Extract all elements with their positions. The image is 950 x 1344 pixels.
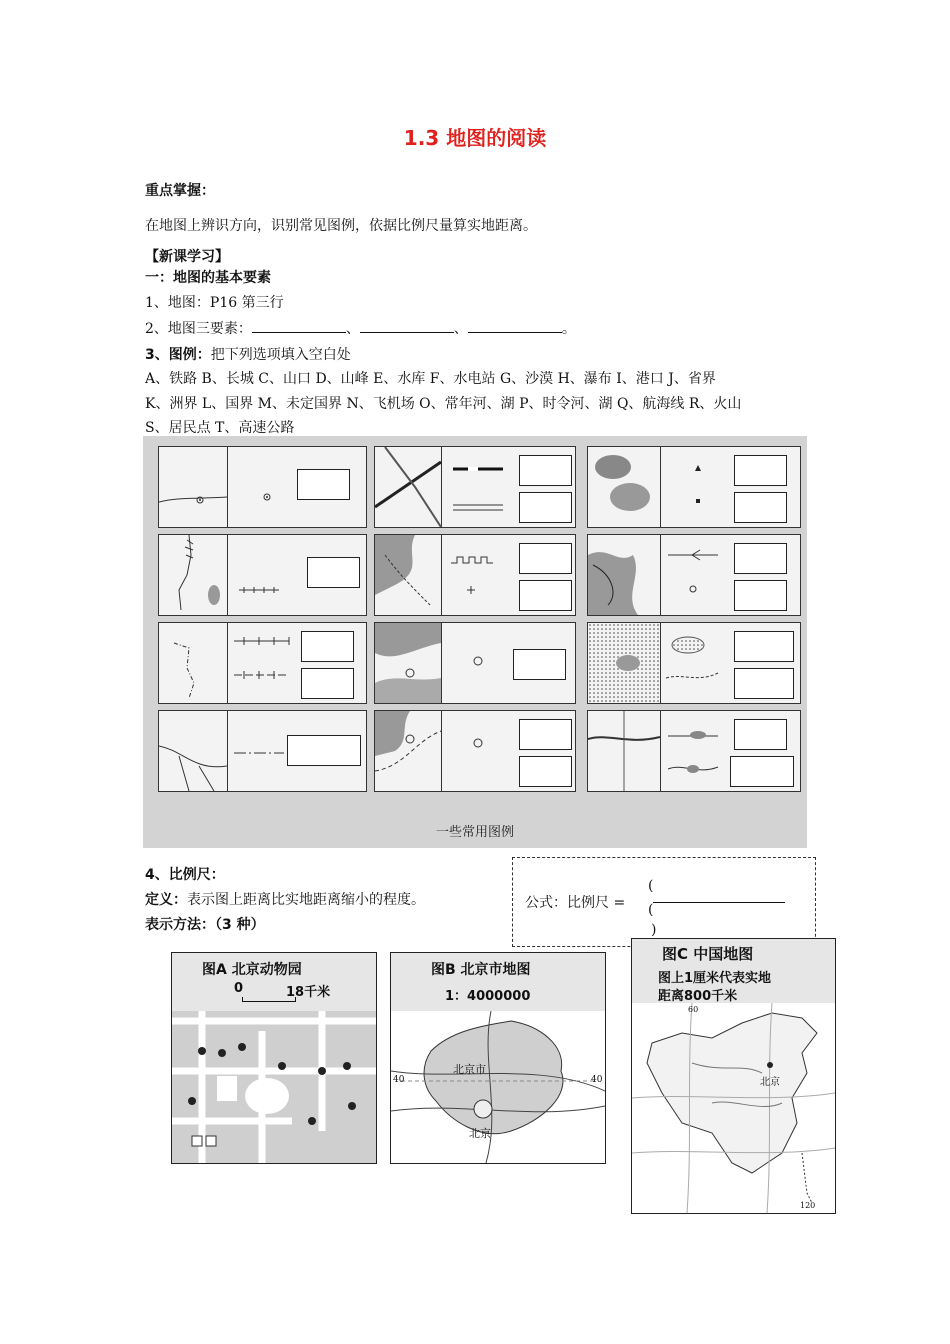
paren-close: ) [651, 922, 657, 938]
figure-c-header [632, 939, 835, 1003]
legend-options-line2: K、洲界 L、国界 M、未定国界 N、飞机场 O、常年河、湖 P、时令河、湖 Q、航海线 R、火山 [145, 396, 742, 412]
answer-box[interactable] [519, 543, 572, 574]
definition-label: 定义： [145, 892, 187, 908]
answer-box[interactable] [519, 719, 572, 750]
zoo-map-icon [172, 1011, 376, 1163]
legend-cell-reservoir [158, 446, 367, 528]
figure-b-grid-left: 40 [393, 1075, 405, 1085]
figure-c-china-map [631, 938, 836, 1214]
paren-mid: ( [648, 902, 654, 918]
figure-c-grid-top: 60 [688, 1005, 699, 1014]
answer-box[interactable] [734, 631, 794, 662]
map-elements-label: 2、地图三要素： [145, 321, 252, 337]
figure-a-scale-value: 18千米 [286, 985, 331, 1000]
answer-box[interactable] [297, 469, 350, 500]
beijing-map-icon [391, 1011, 605, 1163]
methods-label: 表示方法： [145, 917, 215, 933]
answer-box[interactable] [734, 719, 787, 750]
answer-box[interactable] [734, 455, 787, 486]
answer-box[interactable] [734, 492, 787, 523]
separator: 、 [345, 321, 360, 337]
map-elements-item [145, 318, 576, 338]
answer-box[interactable] [734, 543, 787, 574]
answer-box[interactable] [307, 557, 360, 588]
formula-box [512, 857, 816, 947]
figure-b-title: 图B 北京市地图 [431, 962, 531, 978]
definition-text: 表示图上距离比实地距离缩小的程度。 [187, 892, 425, 908]
answer-box[interactable] [519, 455, 572, 486]
scale-heading: 4、比例尺： [145, 867, 225, 883]
figure-c-text-line1: 图上1厘米代表实地 [658, 971, 772, 986]
period: 。 [561, 321, 576, 337]
key-points-text: 在地图上辨识方向，识别常见图例，依据比例尺量算实地距离。 [145, 218, 537, 234]
answer-box[interactable] [734, 580, 787, 611]
scale-definition [145, 889, 425, 909]
figure-a-scale-zero: 0 [234, 981, 244, 996]
legend-cell-hydropower [374, 534, 576, 616]
figure-c-title: 图C 中国地图 [662, 945, 754, 963]
legend-cell-railway-highway [374, 446, 576, 528]
legend-cell-port [374, 710, 576, 792]
formula-label: 公式：比例尺 = [525, 895, 626, 911]
blank-line[interactable] [360, 320, 454, 333]
legend-cell-great-wall [158, 534, 367, 616]
methods-count: （3 种） [215, 917, 265, 933]
page-title: 1.3 地图的阅读 [403, 126, 547, 150]
figure-c-grid-bottom: 120 [800, 1201, 816, 1210]
legend-item [145, 344, 351, 364]
legend-cell-river-lake [587, 710, 801, 792]
legend-cell-volcano-waterfall [587, 534, 801, 616]
figure-c-capital-label: 北京 [760, 1077, 780, 1088]
legend-cell-desert-lake [587, 622, 801, 704]
legend-options-line3: S、居民点 T、高速公路 [145, 420, 295, 436]
legend-cell-airport [374, 622, 576, 704]
legend-cell-peak-pass [587, 446, 801, 528]
new-lesson-heading: 【新课学习】 [145, 249, 229, 265]
figure-b-capital-label: 北京 [469, 1127, 491, 1140]
china-map-icon [632, 1003, 835, 1213]
answer-box[interactable] [519, 492, 572, 523]
figure-a-header [172, 953, 376, 1011]
figure-b-grid-right: 40 [591, 1075, 603, 1085]
fraction-bar [653, 902, 785, 903]
legend-options-line1: A、铁路 B、长城 C、山口 D、山峰 E、水库 F、水电站 G、沙漠 H、瀑布 I、港口 J、省界 [145, 371, 716, 387]
answer-box[interactable] [513, 649, 566, 680]
key-points-heading: 重点掌握： [145, 183, 215, 199]
section1-heading: 一：地图的基本要素 [145, 270, 271, 286]
legend-cell-borders [158, 622, 367, 704]
answer-box[interactable] [519, 580, 572, 611]
answer-box[interactable] [287, 735, 361, 766]
figure-b-beijing-map [390, 952, 606, 1164]
paren-open: ( [648, 878, 654, 894]
answer-box[interactable] [301, 668, 354, 699]
figure-a-title: 图A 北京动物园 [202, 962, 302, 978]
figure-c-text-line2: 距离800千米 [658, 989, 738, 1004]
legend-sheet [143, 436, 807, 848]
figure-a-zoo-map [171, 952, 377, 1164]
separator: 、 [453, 321, 468, 337]
answer-box[interactable] [519, 756, 572, 787]
legend-cell-undetermined-border [158, 710, 367, 792]
legend-label: 3、图例： [145, 347, 211, 363]
blank-line[interactable] [252, 320, 346, 333]
figure-b-header [391, 953, 605, 1011]
answer-box[interactable] [730, 756, 794, 787]
answer-box[interactable] [301, 631, 354, 662]
map-definition-item: 1、地图：P16 第三行 [145, 295, 284, 311]
figure-b-city-label: 北京市 [453, 1063, 486, 1076]
blank-line[interactable] [468, 320, 562, 333]
figure-b-scale: 1：4000000 [445, 989, 531, 1004]
scale-methods [145, 914, 265, 934]
legend-caption: 一些常用图例 [435, 825, 514, 840]
legend-instruction: 把下列选项填入空白处 [210, 347, 351, 363]
answer-box[interactable] [734, 668, 794, 699]
